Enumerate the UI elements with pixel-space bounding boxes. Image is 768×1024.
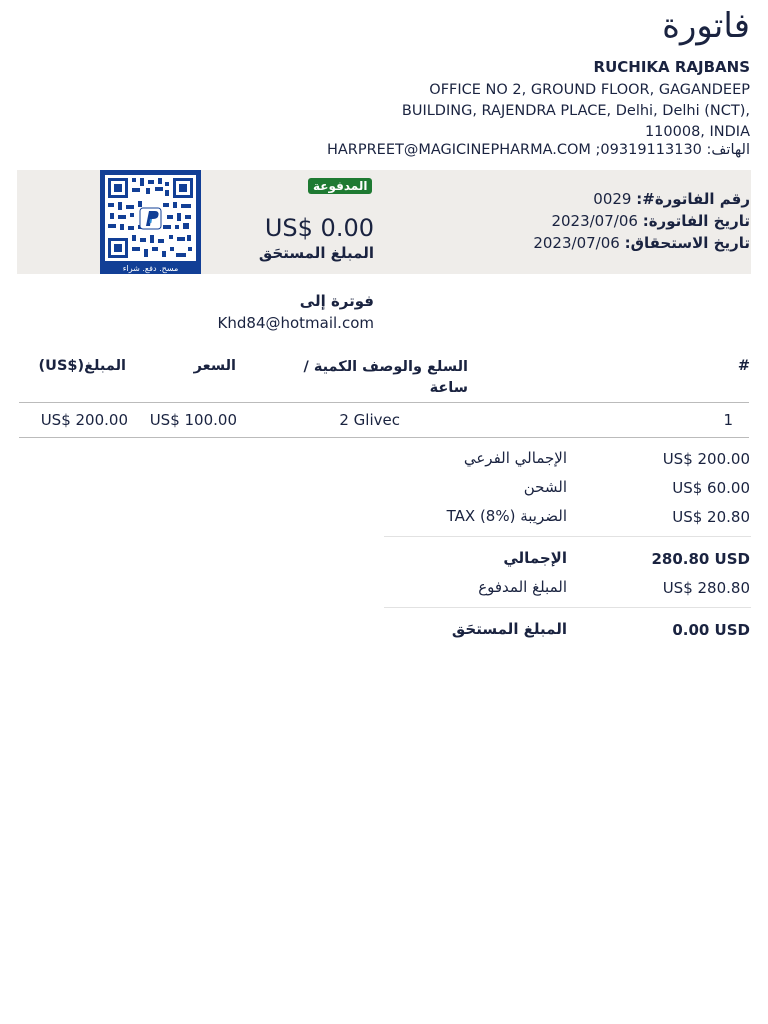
balance-due-value: 0.00 USD [672, 621, 750, 639]
total-label: الإجمالي [503, 549, 567, 567]
company-contact [327, 142, 750, 158]
subtotal-value: US$ 200.00 [662, 450, 750, 468]
qr-pattern [105, 175, 196, 261]
col-item-header: السلع والوصف الكمية / ساعة [303, 359, 468, 396]
qr-code[interactable] [100, 170, 201, 274]
company-name: RUCHIKA RAJBANS [593, 58, 750, 76]
invoice-date: تاريخ الفاتورة: 2023/07/06 [551, 212, 750, 230]
table-bottom-divider [19, 437, 749, 438]
invoice-meta [533, 188, 750, 254]
company-address: OFFICE NO 2, GROUND FLOOR, GAGANDEEP BUILDING, RAJENDRA PLACE, Delhi, Delhi (NCT), 110008, INDIA [401, 82, 750, 140]
row-amount: US$ 200.00 [40, 411, 128, 429]
status-badge: المدفوعة [308, 178, 372, 194]
due-date: تاريخ الاستحقاق: 2023/07/06 [533, 234, 750, 252]
bill-to-email: Khd84@hotmail.com [217, 314, 374, 332]
summary-divider [384, 536, 751, 537]
invoice-number: رقم الفاتورة#: 0029 [593, 190, 750, 208]
paid-label: المبلغ المدفوع [478, 578, 567, 596]
tax-label: الضريبة TAX (8%) [446, 507, 567, 525]
qr-caption: مسح. دفع. شراء [122, 264, 179, 273]
shipping-label: الشحن [523, 478, 567, 496]
col-price-header: السعر [193, 358, 236, 374]
col-index-header: # [737, 358, 750, 374]
subtotal-label: الإجمالي الفرعي [463, 449, 567, 467]
paid-value: US$ 280.80 [662, 579, 750, 597]
invoice-title: فاتورة [662, 6, 750, 46]
summary-divider-2 [384, 607, 751, 608]
qr-code-icon [105, 175, 196, 261]
tax-value: US$ 20.80 [672, 508, 750, 526]
phone-label: الهاتف: [706, 142, 750, 158]
balance-due-label: المبلغ المستحَق [451, 620, 567, 638]
row-price: US$ 100.00 [149, 411, 237, 429]
row-item: 2 Glivec [339, 411, 400, 429]
table-row [19, 403, 749, 437]
amount-due-value: US$ 0.00 [264, 214, 374, 242]
total-value: 280.80 USD [651, 550, 750, 568]
row-index: 1 [723, 411, 733, 429]
phone-value: 09319113130; HARPREET@MAGICINEPHARMA.COM [326, 142, 702, 158]
col-amount-header: المبلغ($US) [38, 358, 126, 374]
shipping-value: US$ 60.00 [672, 479, 750, 497]
amount-due-label: المبلغ المستحَق [258, 244, 374, 262]
bill-to-label: فوترة إلى [299, 292, 374, 310]
